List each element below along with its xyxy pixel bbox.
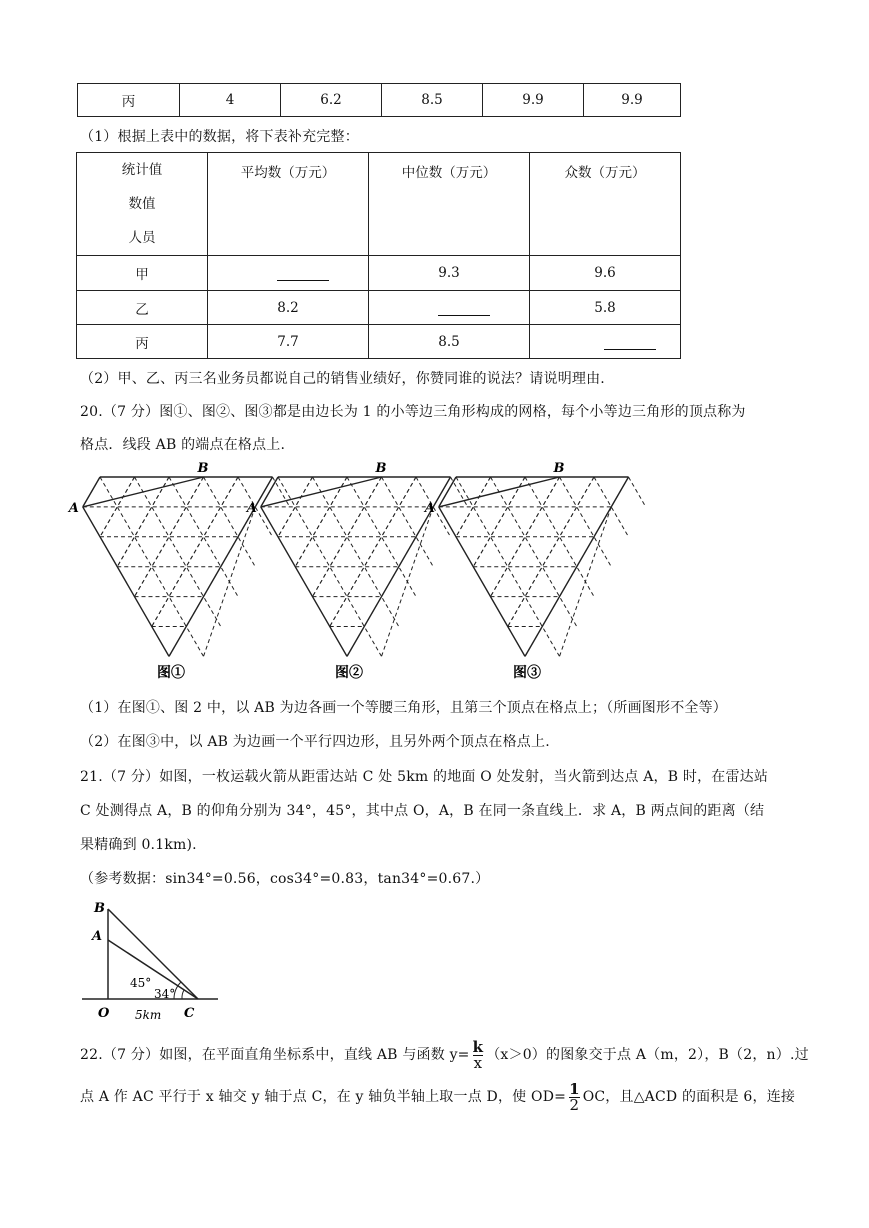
label-b: B — [94, 901, 105, 916]
answer-blank-mean[interactable] — [208, 256, 369, 291]
row-name: 甲 — [77, 256, 208, 291]
q21-reference: （参考数据：sin34°=0.56，cos34°=0.83，tan34°=0.67.） — [80, 871, 490, 887]
grid-line — [560, 507, 612, 657]
grid-figure-3 — [423, 461, 646, 681]
row-mean: 7.7 — [208, 325, 369, 359]
outline-edge — [169, 507, 255, 657]
header-label-person: 人员 — [128, 230, 156, 246]
row-mean: 8.2 — [208, 291, 369, 325]
label-o: O — [98, 1006, 110, 1021]
statistics-table — [76, 152, 681, 359]
q19-part2-text: （2）甲、乙、丙三名业务员都说自己的销售业绩好，你赞同谁的说法？请说明理由. — [80, 371, 605, 387]
row-median: 9.3 — [369, 256, 530, 291]
grid-line — [629, 477, 646, 507]
figure-caption: 图② — [335, 665, 363, 681]
fraction-denominator: 2 — [569, 1095, 580, 1114]
grid-figure-1 — [67, 461, 290, 681]
segment-ab — [261, 477, 382, 507]
q21-line3: 果精确到 0.1km). — [80, 837, 197, 853]
q20-part2: （2）在图③中，以 AB 为边画一个平行四边形，且另外两个顶点在格点上. — [80, 734, 550, 750]
sight-line-cb — [108, 909, 198, 999]
blank-line[interactable] — [438, 301, 490, 316]
q19-part1-text: （1）根据上表中的数据，将下表补充完整： — [80, 129, 359, 145]
q21-rocket-figure — [80, 895, 230, 1025]
label-b: B — [197, 461, 209, 476]
table-cell: 8.5 — [382, 84, 483, 117]
table-row — [77, 325, 681, 359]
q22-line1 — [80, 1038, 809, 1072]
q22-text-a: 22.（7 分）如图，在平面直角坐标系中，直线 AB 与函数 y= — [80, 1047, 470, 1063]
answer-blank-mode[interactable] — [530, 325, 681, 359]
table-cell: 6.2 — [281, 84, 382, 117]
label-b: B — [553, 461, 565, 476]
grid-line — [152, 477, 238, 627]
grid-line — [330, 477, 416, 627]
outline-edge — [439, 507, 525, 657]
q20-figures — [68, 455, 623, 685]
sales-table-continued — [77, 83, 681, 117]
label-b: B — [375, 461, 387, 476]
row-name: 丙 — [77, 325, 208, 359]
q20-line1: 20.（7 分）图①、图②、图③都是由边长为 1 的小等边三角形构成的网格，每个小等边三角形的顶点称为 — [80, 404, 746, 420]
table-row — [78, 84, 681, 117]
header-diagonal-cell — [77, 153, 208, 256]
blank-line[interactable] — [604, 335, 656, 350]
grid-figure-2 — [245, 461, 468, 681]
grid-line — [135, 477, 221, 627]
outline-edge — [261, 507, 347, 657]
outline-edge — [525, 507, 611, 657]
answer-blank-median[interactable] — [369, 291, 530, 325]
angle-arc-34 — [182, 990, 184, 999]
table-row — [77, 256, 681, 291]
q20-part1: （1）在图①、图 2 中，以 AB 为边各画一个等腰三角形，且第三个顶点在格点上；（所画图形不全等） — [80, 700, 728, 716]
grid-line — [117, 477, 169, 567]
label-a: A — [246, 500, 257, 516]
q20-line2: 格点．线段 AB 的端点在格点上. — [80, 437, 286, 453]
outline-edge — [83, 477, 100, 507]
grid-line — [491, 477, 577, 627]
table-cell: 9.9 — [584, 84, 681, 117]
grid-line — [508, 477, 594, 627]
row-median: 8.5 — [369, 325, 530, 359]
outline-edge — [83, 507, 169, 657]
segment-ab — [83, 477, 204, 507]
figure-caption: 图③ — [513, 665, 541, 681]
grid-line — [382, 507, 434, 657]
fraction-k-over-x — [472, 1037, 485, 1072]
header-mode: 众数（万元） — [530, 153, 681, 256]
outline-edge — [347, 507, 433, 657]
fraction-one-half — [568, 1079, 581, 1114]
grid-line — [560, 477, 612, 567]
fraction-numerator: k — [472, 1037, 484, 1056]
table-row — [77, 291, 681, 325]
grid-line — [382, 477, 434, 567]
blank-line[interactable] — [277, 266, 329, 281]
figure-caption: 图① — [157, 665, 185, 681]
label-angle-34: 34° — [154, 987, 176, 1001]
header-mean: 平均数（万元） — [208, 153, 369, 256]
label-a: A — [68, 500, 79, 516]
header-label-statistic: 统计值 — [121, 162, 163, 178]
grid-line — [313, 477, 399, 627]
q22-text-c: 点 A 作 AC 平行于 x 轴交 y 轴于点 C，在 y 轴负半轴上取一点 D，使 OD= — [80, 1089, 567, 1105]
label-angle-45: 45° — [130, 976, 152, 990]
q22-line2 — [80, 1077, 795, 1117]
grid-line — [295, 477, 347, 567]
table-cell: 4 — [180, 84, 281, 117]
fraction-denominator: x — [473, 1053, 483, 1072]
row-mode: 5.8 — [530, 291, 681, 325]
q22-text-d: OC，且△ACD 的面积是 6，连接 — [582, 1089, 796, 1105]
label-a: A — [92, 929, 103, 944]
table-cell: 丙 — [78, 84, 180, 117]
q22-text-b: （x＞0）的图象交于点 A（m，2），B（2，n）.过 — [486, 1047, 809, 1063]
segment-ab — [439, 477, 560, 507]
header-median: 中位数（万元） — [369, 153, 530, 256]
table-header-row — [77, 153, 681, 256]
row-name: 乙 — [77, 291, 208, 325]
q21-line1: 21.（7 分）如图，一枚运载火箭从距雷达站 C 处 5km 的地面 O 处发射，当火箭到达点 A，B 时，在雷达站 — [80, 769, 769, 785]
fraction-numerator: 1 — [569, 1079, 580, 1098]
grid-line — [204, 507, 256, 657]
table-cell: 9.9 — [483, 84, 584, 117]
grid-line — [473, 477, 525, 567]
outline-edge — [611, 477, 628, 507]
sight-line-ca — [108, 940, 198, 999]
grid-line — [204, 477, 256, 567]
label-distance: 5km — [135, 1008, 162, 1022]
label-a: A — [424, 500, 435, 516]
label-c: C — [184, 1006, 195, 1021]
header-label-value: 数值 — [128, 196, 156, 212]
row-mode: 9.6 — [530, 256, 681, 291]
q21-line2: C 处测得点 A，B 的仰角分别为 34°，45°，其中点 O，A，B 在同一条直线上．求 A，B 两点间的距离（结 — [80, 803, 765, 819]
